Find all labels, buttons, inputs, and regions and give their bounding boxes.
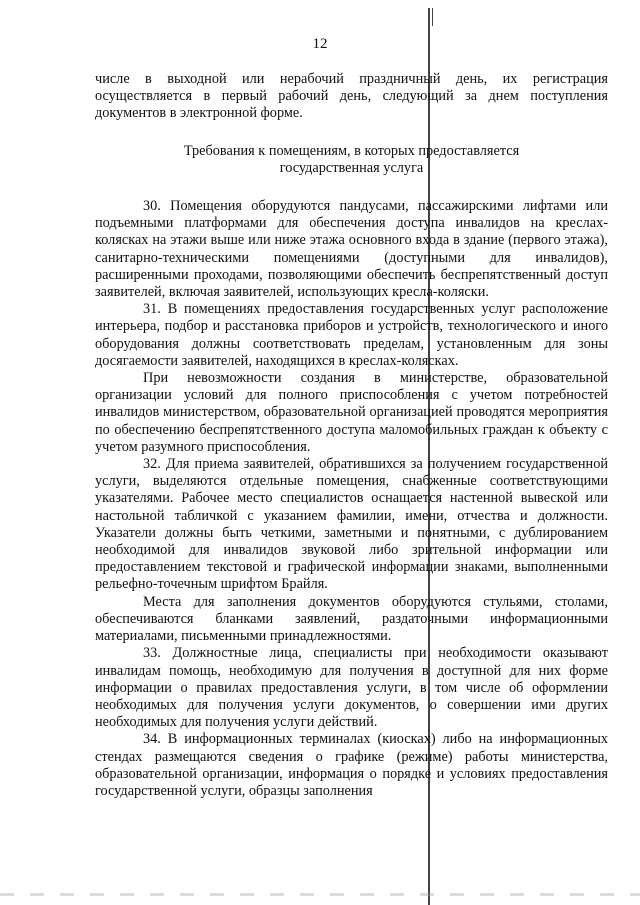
section-heading-line: государственная услуга (279, 159, 424, 176)
document-body (95, 71, 608, 800)
paragraph-30: 30. Помещения оборудуются пандусами, пассажирскими лифтами или подъемными платформами для обеспечения доступа инвалидов на креслах-колясках на этажи выше или ниже этажа основного входа в здание (первого этажа), санитарно-техническими помещениями (доступными для инвалидов), расширенными проходами, позволяющими обеспечить беспрепятственный доступ заявителей, включая заявителей, использующих кресла-коляски. (95, 198, 608, 301)
paragraph-continuation: числе в выходной или нерабочий праздничный день, их регистрация осуществляется в первый рабочий день, следующий за днем поступления документов в электронной форме. (95, 71, 608, 122)
scan-mark (432, 8, 433, 26)
paragraph-33: 33. Должностные лица, специалисты при необходимости оказывают инвалидам помощь, необходимую для получения в доступной для них форме информации о правилах предоставления услуги, в том числе об оформлении необходимых для получения услуги документов, о совершении ими других необходимых для получения услуги действий. (95, 645, 608, 731)
section-heading (95, 143, 608, 177)
paragraph-32: 32. Для приема заявителей, обратившихся за получением государственной услуги, выделяются отдельные помещения, снабженные соответствующими указателями. Рабочее место специалистов оснащается настенной вывеской или настольной табличкой с указанием фамилии, имени, отчества и должности. Указатели должны быть четкими, заметными и понятными, с дублированием необходимой для инвалидов звуковой либо зрительной информации или предоставлением текстовой и графической информации знаками, выполненными рельефно-точечным шрифтом Брайля. (95, 456, 608, 593)
paragraph-31: 31. В помещениях предоставления государственных услуг расположение интерьера, подбор и расстановка приборов и устройств, технологического и иного оборудования должны соответствовать пределам, установленным для зоны досягаемости заявителей, находящихся в креслах-колясках. (95, 301, 608, 369)
section-heading-line: Требования к помещениям, в которых предоставляется (183, 142, 520, 159)
page-number: 12 (312, 36, 328, 52)
paragraph-32-cont: Места для заполнения документов оборудуются стульями, столами, обеспечиваются бланками заявлений, раздаточными информационными материалами, письменными принадлежностями. (95, 593, 608, 645)
scan-bottom-artifact (0, 893, 640, 896)
paragraph-31-cont: При невозможности создания в министерстве, образовательной организации условий для полного приспособления с учетом потребностей инвалидов министерством, образовательной организацией проводятся мероприятия по обеспечению беспрепятственного доступа маломобильных граждан к объекту с учетом разумного приспособления. (95, 370, 608, 455)
paragraph-34: 34. В информационных терминалах (киосках) либо на информационных стендах размещаются сведения о графике (режиме) работы министерства, образовательной организации, информация о порядке и условиях предоставления государственной услуги, образцы заполнения (95, 731, 608, 799)
